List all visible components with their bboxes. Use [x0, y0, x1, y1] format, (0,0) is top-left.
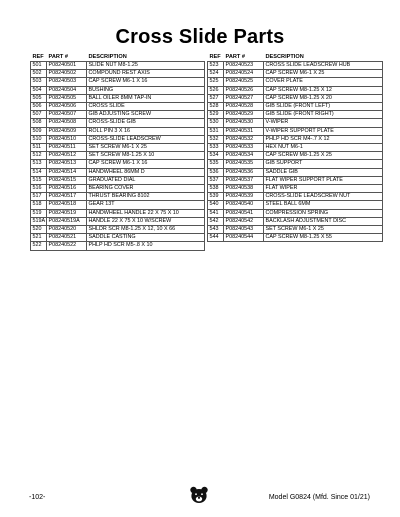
- ref-cell: 533: [208, 144, 224, 152]
- part-number-cell: P08240505: [47, 94, 87, 102]
- part-number-cell: P08240510: [47, 135, 87, 143]
- ref-cell: 506: [31, 103, 47, 111]
- ref-cell: 523: [208, 62, 224, 70]
- table-row: [208, 234, 383, 242]
- description-cell: CAP SCREW M8-1.25 X 20: [264, 94, 383, 102]
- ref-cell: 529: [208, 111, 224, 119]
- part-number-header: PART #: [225, 54, 245, 60]
- description-cell: BUSHING: [87, 86, 205, 94]
- table-row: [31, 78, 205, 86]
- part-number-cell: P08240535: [224, 160, 264, 168]
- ref-cell: 543: [208, 226, 224, 234]
- part-number-cell: P08240503: [47, 78, 87, 86]
- ref-cell: 504: [31, 86, 47, 94]
- part-number-cell: P08240506: [47, 103, 87, 111]
- description-cell: CAP SCREW M8-1.25 X 55: [264, 234, 383, 242]
- description-cell: COMPOUND REST AXIS: [87, 70, 205, 78]
- table-row: [208, 185, 383, 193]
- ref-cell: 518: [31, 201, 47, 209]
- part-number-cell: P08240530: [224, 119, 264, 127]
- description-cell: CAP SCREW M8-1.25 X 25: [264, 152, 383, 160]
- description-cell: GIB ADJUSTING SCREW: [87, 111, 205, 119]
- description-cell: COMPRESSION SPRING: [264, 209, 383, 217]
- part-number-cell: P08240528: [224, 103, 264, 111]
- ref-cell: 535: [208, 160, 224, 168]
- model-info: Model G0824 (Mfd. Since 01/21): [268, 494, 370, 501]
- ref-cell: 511: [31, 144, 47, 152]
- part-number-cell: P08240516: [47, 185, 87, 193]
- table-row: [31, 234, 205, 242]
- table-row: [208, 144, 383, 152]
- table-row: [208, 103, 383, 111]
- description-header: DESCRIPTION: [265, 54, 304, 60]
- description-cell: STEEL BALL 6MM: [264, 201, 383, 209]
- part-number-cell: P08240508: [47, 119, 87, 127]
- table-row: [208, 119, 383, 127]
- description-cell: CAP SCREW M6-1 X 16: [87, 78, 205, 86]
- ref-cell: 519A: [32, 217, 46, 224]
- part-number-cell: P08240544: [224, 234, 264, 242]
- part-number-cell: P08240532: [224, 135, 264, 143]
- part-number-cell: P08240509: [47, 127, 87, 135]
- ref-cell: 526: [208, 86, 224, 94]
- ref-cell: 513: [31, 160, 47, 168]
- table-row: [208, 70, 383, 78]
- page-number: -102-: [29, 494, 46, 501]
- ref-cell: 531: [208, 127, 224, 135]
- table-header: [208, 53, 383, 62]
- part-number-cell: P08240540: [224, 201, 264, 209]
- table-row: [31, 209, 205, 217]
- ref-cell: 521: [31, 234, 47, 242]
- ref-cell: 525: [208, 78, 224, 86]
- description-cell: FLAT WIPER: [264, 185, 383, 193]
- bear-head-icon: [189, 485, 209, 505]
- description-cell: GIB SLIDE (FRONT RIGHT): [264, 111, 383, 119]
- ref-cell: 544: [208, 234, 224, 242]
- table-row: [208, 94, 383, 102]
- table-row: [31, 111, 205, 119]
- ref-cell: 520: [31, 226, 47, 234]
- part-number-cell: P08240538: [224, 185, 264, 193]
- parts-table-left: [30, 53, 205, 251]
- table-row: [208, 127, 383, 135]
- table-row: [208, 201, 383, 209]
- part-number-cell: P08240519A: [47, 217, 87, 225]
- ref-cell: 509: [31, 127, 47, 135]
- description-cell: PHLP HD SCR M4-.7 X 12: [264, 135, 383, 143]
- part-number-cell: P08240504: [47, 86, 87, 94]
- description-cell: HEX NUT M6-1: [264, 144, 383, 152]
- table-row: [31, 193, 205, 201]
- description-cell: V-WIPER SUPPORT PLATE: [264, 127, 383, 135]
- ref-cell: 503: [31, 78, 47, 86]
- ref-cell: 517: [31, 193, 47, 201]
- ref-cell: 538: [208, 185, 224, 193]
- description-cell: CAP SCREW M6-1 X 16: [87, 160, 205, 168]
- table-row: [208, 135, 383, 143]
- description-cell: HANDWHEEL 86MM D: [87, 168, 205, 176]
- description-cell: ROLL PIN 3 X 16: [87, 127, 205, 135]
- description-cell: THRUST BEARING 8102: [87, 193, 205, 201]
- table-row: [208, 62, 383, 70]
- table-row: [208, 168, 383, 176]
- part-number-cell: P08240524: [224, 70, 264, 78]
- description-cell: CROSS SLIDE: [87, 103, 205, 111]
- table-row: [31, 176, 205, 184]
- part-number-cell: P08240523: [224, 62, 264, 70]
- part-number-cell: P08240522: [47, 242, 87, 250]
- part-number-cell: P08240514: [47, 168, 87, 176]
- table-row: [208, 152, 383, 160]
- part-number-header: PART #: [48, 54, 68, 60]
- ref-header: REF: [32, 54, 44, 60]
- table-row: [31, 152, 205, 160]
- part-number-cell: P08240507: [47, 111, 87, 119]
- description-cell: CAP SCREW M6-1 X 25: [264, 70, 383, 78]
- table-row: [31, 135, 205, 143]
- part-number-cell: P08240537: [224, 176, 264, 184]
- parts-table-right: [207, 53, 383, 242]
- page-title: Cross Slide Parts: [115, 26, 285, 48]
- part-number-cell: P08240536: [224, 168, 264, 176]
- table-row: [31, 242, 205, 250]
- description-cell: SLIDE NUT M8-1.25: [87, 62, 205, 70]
- table-row: [31, 226, 205, 234]
- description-cell: BACKLASH ADJUSTMENT DISC: [264, 217, 383, 225]
- description-cell: GRADUATED DIAL: [87, 176, 205, 184]
- part-number-cell: P08240539: [224, 193, 264, 201]
- ref-cell: 510: [31, 135, 47, 143]
- part-number-cell: P08240501: [47, 62, 87, 70]
- description-cell: SHLDR SCR M8-1.25 X 12, 10 X 66: [87, 226, 205, 234]
- part-number-cell: P08240511: [47, 144, 87, 152]
- ref-cell: 542: [208, 217, 224, 225]
- ref-cell: 540: [208, 201, 224, 209]
- description-cell: BEARING COVER: [87, 185, 205, 193]
- table-row: [31, 144, 205, 152]
- description-cell: CROSS-SLIDE GIB: [87, 119, 205, 127]
- description-cell: CROSS-SLIDE LEADSCREW NUT: [264, 193, 383, 201]
- part-number-cell: P08240541: [224, 209, 264, 217]
- part-number-cell: P08240543: [224, 226, 264, 234]
- description-cell: SET SCREW M8-1.25 X 10: [87, 152, 205, 160]
- part-number-cell: P08240529: [224, 111, 264, 119]
- ref-cell: 532: [208, 135, 224, 143]
- ref-cell: 537: [208, 176, 224, 184]
- ref-cell: 534: [208, 152, 224, 160]
- table-row: [208, 176, 383, 184]
- table-row: [208, 226, 383, 234]
- table-row: [208, 86, 383, 94]
- description-cell: FLAT WIPER SUPPORT PLATE: [264, 176, 383, 184]
- description-cell: CROSS-SLIDE LEADSCREW: [87, 135, 205, 143]
- part-number-cell: P08240533: [224, 144, 264, 152]
- description-cell: GEAR 13T: [87, 201, 205, 209]
- part-number-cell: P08240518: [47, 201, 87, 209]
- table-row: [31, 185, 205, 193]
- table-row: [31, 160, 205, 168]
- part-number-cell: P08240531: [224, 127, 264, 135]
- description-cell: V-WIPER: [264, 119, 383, 127]
- table-row: [208, 217, 383, 225]
- table-row: [208, 78, 383, 86]
- description-cell: HANDLE 22 X 75 X 10 W/SCREW: [87, 217, 205, 225]
- table-row: [31, 103, 205, 111]
- table-row: [208, 111, 383, 119]
- table-row: [31, 168, 205, 176]
- part-number-cell: P08240519: [47, 209, 87, 217]
- description-cell: GIB SUPPORT: [264, 160, 383, 168]
- ref-cell: 530: [208, 119, 224, 127]
- description-cell: SADDLE CASTING: [87, 234, 205, 242]
- table-row: [31, 94, 205, 102]
- table-row: [31, 86, 205, 94]
- ref-cell: 501: [31, 62, 47, 70]
- table-row: [208, 193, 383, 201]
- part-number-cell: P08240517: [47, 193, 87, 201]
- description-cell: BALL OILER 8MM TAP-IN: [87, 94, 205, 102]
- description-cell: PHLP HD SCR M5-.8 X 10: [87, 242, 205, 250]
- part-number-cell: P08240513: [47, 160, 87, 168]
- table-row: [31, 119, 205, 127]
- part-number-cell: P08240521: [47, 234, 87, 242]
- part-number-cell: P08240534: [224, 152, 264, 160]
- part-number-cell: P08240527: [224, 94, 264, 102]
- ref-cell: 539: [208, 193, 224, 201]
- part-number-cell: P08240520: [47, 226, 87, 234]
- ref-cell: 519: [31, 209, 47, 217]
- part-number-cell: P08240512: [47, 152, 87, 160]
- description-cell: SADDLE GIB: [264, 168, 383, 176]
- table-row: [31, 70, 205, 78]
- ref-cell: 508: [31, 119, 47, 127]
- ref-cell: 528: [208, 103, 224, 111]
- ref-cell: 505: [31, 94, 47, 102]
- part-number-cell: P08240515: [47, 176, 87, 184]
- ref-cell: 502: [31, 70, 47, 78]
- ref-cell: 527: [208, 94, 224, 102]
- part-number-cell: P08240525: [224, 78, 264, 86]
- ref-cell: 512: [31, 152, 47, 160]
- ref-cell: 514: [31, 168, 47, 176]
- ref-cell: 515: [31, 176, 47, 184]
- part-number-cell: P08240526: [224, 86, 264, 94]
- ref-cell: 541: [208, 209, 224, 217]
- table-row: [208, 209, 383, 217]
- description-header: DESCRIPTION: [88, 54, 127, 60]
- ref-cell: 522: [31, 242, 47, 250]
- ref-header: REF: [209, 54, 221, 60]
- part-number-cell: P08240542: [224, 217, 264, 225]
- ref-cell: 536: [208, 168, 224, 176]
- part-number-cell: P08240502: [47, 70, 87, 78]
- table-row: [208, 160, 383, 168]
- table-row: [31, 217, 205, 225]
- table-row: [31, 127, 205, 135]
- table-header: [31, 53, 205, 62]
- description-cell: HANDWHEEL HANDLE 22 X 75 X 10: [87, 209, 205, 217]
- table-row: [31, 62, 205, 70]
- ref-cell: 516: [31, 185, 47, 193]
- ref-cell: 524: [208, 70, 224, 78]
- description-cell: GIB SLIDE (FRONT LEFT): [264, 103, 383, 111]
- description-cell: COVER PLATE: [264, 78, 383, 86]
- description-cell: SET SCREW M6-1 X 25: [264, 226, 383, 234]
- ref-cell: 507: [31, 111, 47, 119]
- description-cell: CROSS SLIDE LEADSCREW HUB: [264, 62, 383, 70]
- description-cell: CAP SCREW M8-1.25 X 12: [264, 86, 383, 94]
- description-cell: SET SCREW M6-1 X 25: [87, 144, 205, 152]
- table-row: [31, 201, 205, 209]
